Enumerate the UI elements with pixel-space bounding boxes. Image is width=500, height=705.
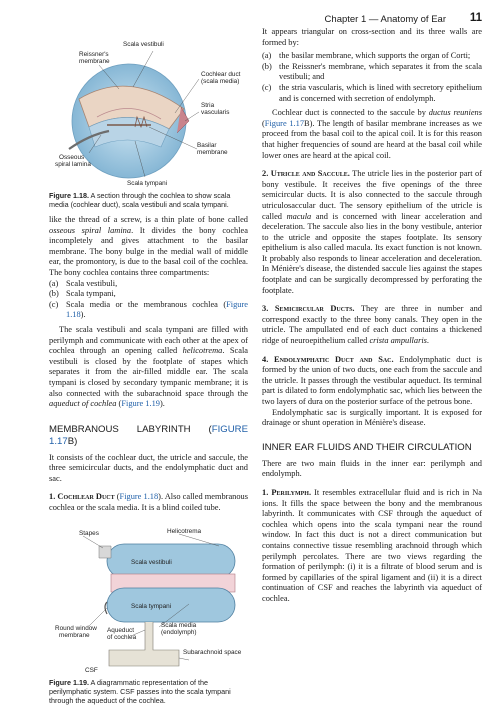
list-item: (c) Scala media or the membranous cochlea (Figure 1.18).	[49, 299, 248, 320]
section-heading-membranous-labyrinth: MEMBRANOUS LABYRINTH (FIGURE 1.17B)	[49, 423, 248, 447]
list-item: (b) the Reissner's membrane, which separates it from the scala vestibuli; and	[262, 61, 482, 82]
figure-link[interactable]: FIGURE 1.17	[49, 423, 248, 447]
label-scala-media-2: (endolymph)	[161, 628, 197, 636]
label-aqueduct-1: Aqueduct	[107, 626, 135, 634]
caption-label: Figure 1.19.	[49, 677, 89, 687]
label-round-window-2: membrane	[59, 631, 90, 639]
perilymphatic-system-diagram	[49, 526, 248, 676]
stapes-footplate	[99, 546, 111, 558]
label-stria-2: vascularis	[201, 109, 230, 116]
label-cochlear-duct-2: (scala media)	[201, 78, 240, 85]
label-scala-media-1: Scala media	[161, 621, 197, 629]
figure-1-18-caption: Figure 1.18. A section through the cochlea to show scala media (cochlear duct), scala vestibuli and scala tympani.	[49, 191, 231, 209]
paragraph-osseous-lamina: like the thread of a screw, is a thin plate of bone called osseous spiral lamina. It divides the bony cochlea incompletely and gives attachment to the basilar membrane. The bony bulge in the medial wall of middle ear, the promontory, is due to the basal coil of the cochlea. The bony cochlea contains three compartments:	[49, 215, 248, 277]
label-fig119-scala-tympani: Scala tympani	[131, 602, 172, 610]
paragraph-cochlear-duct: 1. Cochlear Duct (Figure 1.18). Also called membranous cochlea or the scala media. It is a blind coiled tube.	[49, 492, 249, 513]
list-item: (a) Scala vestibuli,	[49, 278, 118, 288]
walls-list	[262, 51, 482, 104]
paragraph-utricle-saccule: 2. Utricle and Saccule. The utricle lies in the posterior part of bony vestibule. It receives the five openings of the three semicircular ducts. It is also connected to the saccule through utriculosaccular duct. The sensory epithelium of the utricle is called macula and is concerned with linear acceleration and deceleration. The saccule also lies in the bony vestibule, anterior to the utricle and opposite the stapes footplate. Its sensory epithelium is also called macula. Its exact function is not known. It probably also responds to linear acceleration and deceleration. In Ménière's disease, the distended saccule lies against the stapes footplate and can be surgically decompressed by perforating the footplate.	[262, 169, 482, 295]
chapter-title: Chapter 1 — Anatomy of Ear	[324, 14, 446, 25]
paragraph-semicircular-ducts: 3. Semicircular Ducts. They are three in number and correspond exactly to the three bony canals. They open in the utricle. The ampullated end of each duct contains a thickened ridge of neuroepithelium called crista ampullaris.	[262, 304, 482, 346]
left-column	[49, 29, 248, 705]
label-subarachnoid: Subarachnoid space	[183, 648, 242, 656]
figure-1-19-caption: Figure 1.19. A diagrammatic representation of the perilymphatic system. CSF passes into the scala tympani through the aqueduct of the cochlea.	[49, 677, 231, 705]
running-header	[258, 13, 482, 27]
figure-link[interactable]: Figure 1.18	[119, 492, 159, 502]
label-csf: CSF	[85, 666, 98, 674]
label-cochlear-duct-1: Cochlear duct	[201, 71, 241, 78]
paragraph-endolymphatic-sac: Endolymphatic sac is surgically important. It is exposed for drainage or shunt operation in Ménière's disease.	[262, 407, 482, 428]
label-osseous-1: Osseous	[59, 154, 85, 161]
compartments-list	[49, 279, 248, 321]
list-item: (c) the stria vascularis, which is lined with secretory epithelium and is concerned with secretion of endolymph.	[262, 82, 482, 103]
section-heading-inner-ear-fluids: INNER EAR FLUIDS AND THEIR CIRCULATION	[262, 441, 472, 453]
paragraph-membranous-intro: It consists of the cochlear duct, the utricle and saccule, the three semicircular ducts, and the endolymphatic duct and sac.	[49, 452, 248, 483]
paragraph-fluids-intro: There are two main fluids in the inner ear: perilymph and endolymph.	[262, 458, 482, 479]
paragraph-ductus-reuniens: Cochlear duct is connected to the saccule by ductus reuniens (Figure 1.17B). The length of basilar membrane increases as we proceed from the basal coil to the apical coil. It is for this reason that higher frequencies of sound are heard at the basal coil while lower ones are heard at the apical coil.	[262, 108, 482, 160]
label-reissner-2: membrane	[79, 58, 110, 65]
label-basilar-2: membrane	[197, 149, 228, 156]
list-item: (a) the basilar membrane, which supports the organ of Corti;	[262, 51, 471, 61]
figure-link[interactable]: Figure 1.17	[264, 118, 305, 128]
paragraph-walls-intro: It appears triangular on cross-section and its three walls are formed by:	[262, 27, 482, 47]
figure-link[interactable]: Figure 1.18	[66, 299, 248, 320]
label-fig119-scala-vestibuli: Scala vestibuli	[131, 558, 172, 566]
paragraph-endolymphatic-duct: 4. Endolymphatic Duct and Sac. Endolymphatic duct is formed by the union of two ducts, one each from the saccule and the utricle. It passes through the vestibular aqueduct. Its terminal part is dilated to form endolymphatic sac, which lies between the two layers of dura on the posterior surface of the petrous bone.	[262, 354, 482, 406]
label-helicotrema: Helicotrema	[167, 527, 202, 535]
label-scala-vestibuli: Scala vestibuli	[123, 41, 164, 48]
caption-label: Figure 1.18.	[49, 191, 89, 200]
cochlea-section-illustration	[49, 29, 248, 189]
label-round-window-1: Round window	[55, 624, 97, 632]
figure-link[interactable]: Figure 1.19	[121, 399, 160, 409]
right-column	[262, 27, 482, 605]
paragraph-perilymph: 1. Perilymph. It resembles extracellular fluid and is rich in Na ions. It fills the space between the bony and the membranous labyrinth. It communicates with CSF through the aqueduct of cochlea which opens into the scala tympani near the round window. In fact this duct is not a direct communication but contains connective tissue resembling arachnoid through which perilymph percolates. There are two views regarding the formation of perilymph: (i) it is a filtrate of blood serum and is formed by capillaries of the spiral ligament and (ii) it is a direct continuation of CSF and reaches the labyrinth via aqueduct of cochlea.	[262, 487, 483, 603]
paragraph-scala-perilymph: The scala vestibuli and scala tympani are filled with perilymph and communicate with each other at the apex of cochlea through an opening called helicotrema. Scala vestibuli is closed by the footplate of stapes which separates it from the air-filled middle ear. The scala tympani is closed by secondary tympanic membrane; it is also connected with the subarachnoid space through the aqueduct of cochlea (Figure 1.19).	[49, 324, 248, 409]
figure-1-18	[49, 29, 248, 189]
label-aqueduct-2: of cochlea	[107, 633, 137, 641]
figure-1-19	[49, 526, 248, 676]
page-number: 11	[469, 12, 482, 24]
label-scala-tympani: Scala tympani	[127, 180, 168, 187]
label-reissner-1: Reissner's	[79, 51, 109, 58]
list-item: (b) Scala tympani,	[49, 289, 116, 299]
label-stria-1: Stria	[201, 102, 215, 109]
label-basilar-1: Basilar	[197, 142, 217, 149]
label-stapes: Stapes	[79, 529, 99, 537]
label-osseous-2: spiral lamina	[55, 161, 91, 168]
